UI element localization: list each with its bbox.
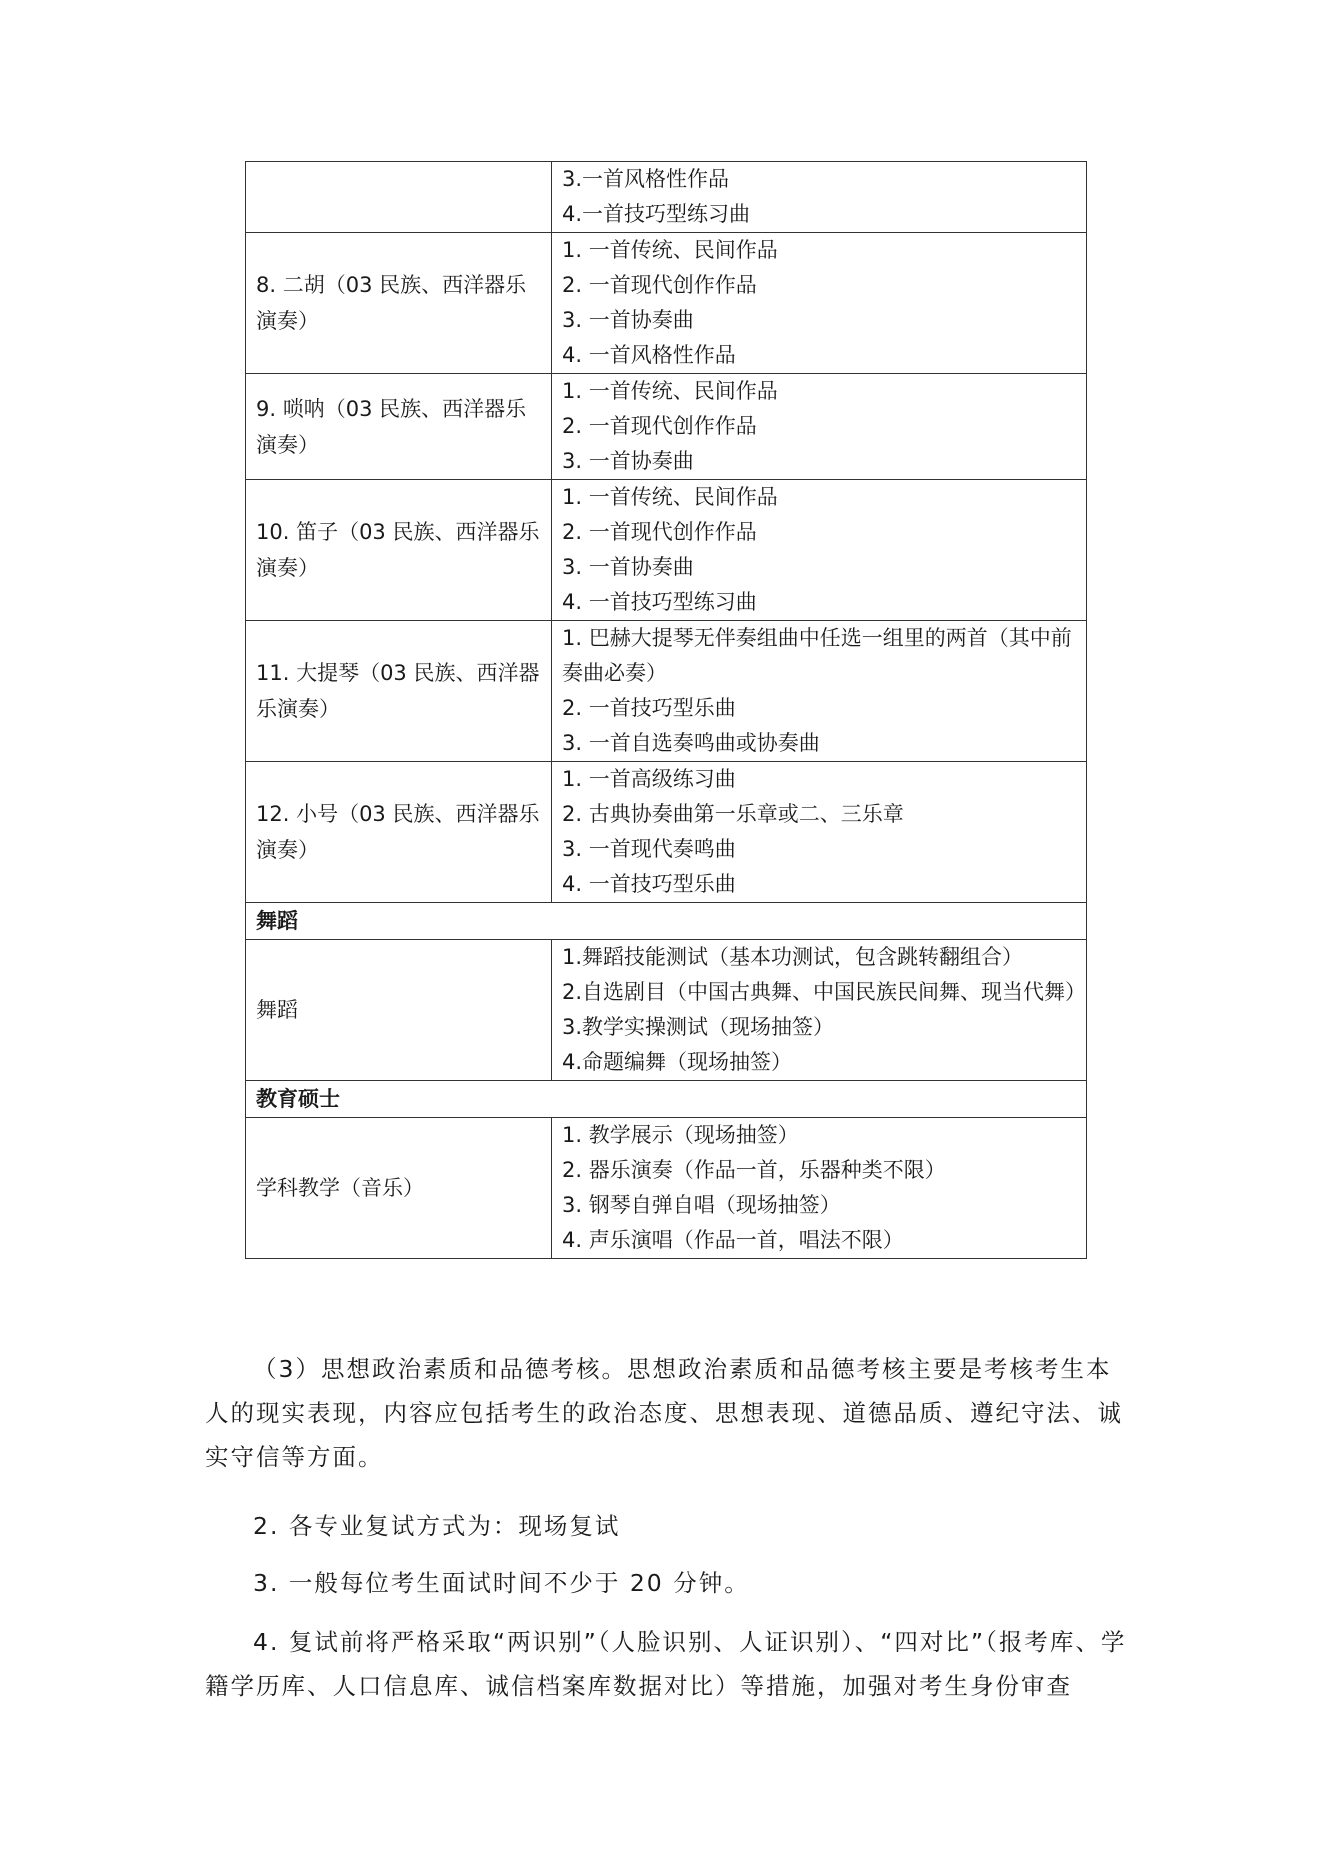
requirement-item: 1. 巴赫大提琴无伴奏组曲中任选一组里的两首（其中前奏曲必奏） [562,626,1072,685]
requirements-cell [552,940,1087,1081]
major-name-cell [246,162,552,233]
requirements-cell [552,762,1087,903]
requirement-item: 4. 一首技巧型练习曲 [562,590,757,614]
table-row [246,762,1087,903]
requirement-item: 3. 一首协奏曲 [562,449,694,473]
requirement-item: 4.一首技巧型练习曲 [562,202,751,226]
table-row [246,1118,1087,1259]
major-name-cell: 12. 小号（03 民族、西洋器乐演奏） [246,762,552,903]
requirement-item: 1. 一首传统、民间作品 [562,485,778,509]
requirement-item: 4.命题编舞（现场抽签） [562,1050,793,1074]
table-row [246,162,1087,233]
requirement-item: 1. 教学展示（现场抽签） [562,1123,799,1147]
requirement-item: 1. 一首高级练习曲 [562,767,736,791]
table-section-row [246,1081,1087,1118]
paragraph-identity-verification: 4. 复试前将严格采取“两识别”（人脸识别、人证识别）、“四对比”（报考库、学籍学历库、人口信息库、诚信档案库数据对比）等措施，加强对考生身份审查 [205,1628,1127,1700]
section-heading-dance: 舞蹈 [246,903,1087,940]
requirement-item: 2.自选剧目（中国古典舞、中国民族民间舞、现当代舞） [562,980,1087,1004]
requirement-item: 1.舞蹈技能测试（基本功测试，包含跳转翻组合） [562,945,1024,969]
requirement-item: 3.一首风格性作品 [562,167,730,191]
requirement-item: 2. 一首现代创作作品 [562,273,757,297]
table-section-row [246,903,1087,940]
paragraph-interview-duration: 3. 一般每位考生面试时间不少于 20 分钟。 [253,1569,750,1597]
requirement-item: 3. 一首协奏曲 [562,555,694,579]
table-row [246,621,1087,762]
requirement-item: 3. 一首协奏曲 [562,308,694,332]
table-row [246,480,1087,621]
requirements-cell [552,1118,1087,1259]
table-row [246,233,1087,374]
major-name-cell: 学科教学（音乐） [246,1118,552,1259]
requirement-item: 2. 一首现代创作作品 [562,520,757,544]
requirement-item: 4. 一首风格性作品 [562,343,736,367]
requirement-item: 2. 一首技巧型乐曲 [562,696,736,720]
requirement-item: 1. 一首传统、民间作品 [562,238,778,262]
requirement-item: 1. 一首传统、民间作品 [562,379,778,403]
paragraph-retest-method: 2. 各专业复试方式为：现场复试 [253,1512,621,1540]
requirements-cell [552,480,1087,621]
major-name-cell: 8. 二胡（03 民族、西洋器乐演奏） [246,233,552,374]
requirements-cell [552,233,1087,374]
requirements-cell [552,162,1087,233]
requirements-cell [552,621,1087,762]
requirement-item: 3. 钢琴自弹自唱（现场抽签） [562,1193,841,1217]
paragraph-political-assessment: （3）思想政治素质和品德考核。思想政治素质和品德考核主要是考核考生本人的现实表现，内容应包括考生的政治态度、思想表现、道德品质、遵纪守法、诚实守信等方面。 [205,1355,1123,1471]
requirement-item: 3.教学实操测试（现场抽签） [562,1015,835,1039]
major-name-cell: 舞蹈 [246,940,552,1081]
requirement-item: 4. 一首技巧型乐曲 [562,872,736,896]
requirement-item: 4. 声乐演唱（作品一首，唱法不限） [562,1228,904,1252]
major-name-cell: 10. 笛子（03 民族、西洋器乐演奏） [246,480,552,621]
table-row [246,374,1087,480]
requirements-cell [552,374,1087,480]
major-name-cell: 9. 唢呐（03 民族、西洋器乐演奏） [246,374,552,480]
requirement-item: 2. 器乐演奏（作品一首，乐器种类不限） [562,1158,946,1182]
major-name-cell: 11. 大提琴（03 民族、西洋器乐演奏） [246,621,552,762]
requirement-item: 2. 古典协奏曲第一乐章或二、三乐章 [562,802,904,826]
requirement-item: 3. 一首自选奏鸣曲或协奏曲 [562,731,820,755]
exam-requirements-table [245,161,1087,1259]
section-heading-education-master: 教育硕士 [246,1081,1087,1118]
requirement-item: 3. 一首现代奏鸣曲 [562,837,736,861]
requirement-item: 2. 一首现代创作作品 [562,414,757,438]
table-row [246,940,1087,1081]
